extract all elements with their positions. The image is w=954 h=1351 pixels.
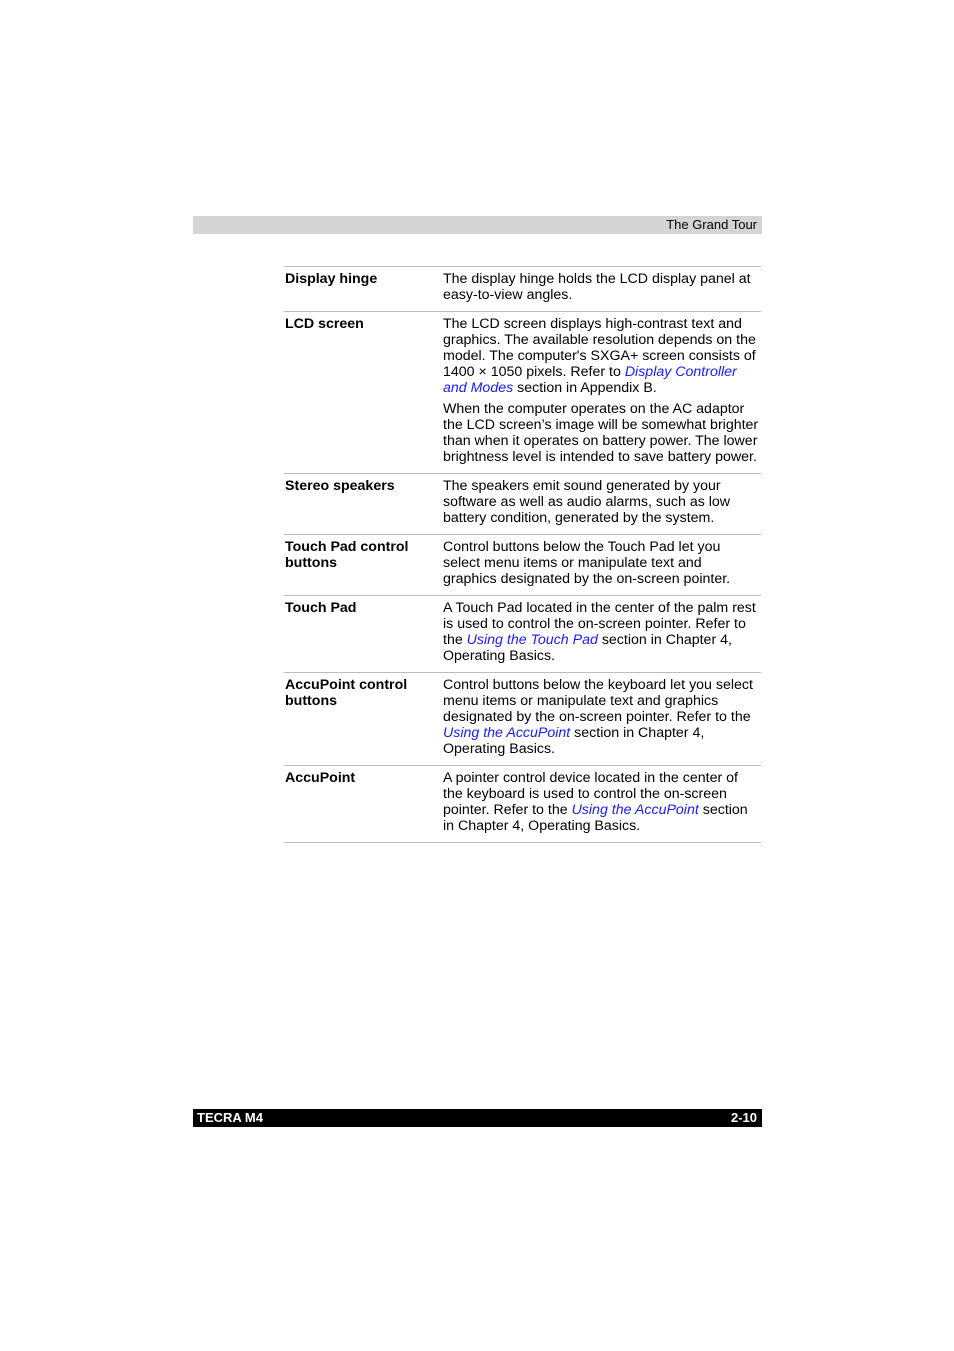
term-display-hinge: Display hinge bbox=[285, 271, 378, 287]
description: The speakers emit sound generated by your software as well as audio alarms, such as low battery condition, generated by the system. bbox=[443, 478, 731, 526]
term-touch-pad: Touch Pad bbox=[285, 600, 357, 616]
description: The display hinge holds the LCD display panel at easy-to-view angles. bbox=[443, 271, 751, 303]
chapter-title: The Grand Tour bbox=[666, 217, 757, 232]
table-row bbox=[284, 535, 761, 596]
description: The LCD screen displays high-contrast text and graphics. The available resolution depends on the model. The computer's SXGA+ screen consists of 1400 × 1050 pixels. Refer to Display Controller and Modes section in Appendix B. When the computer operates on the AC adaptor the LCD screen’s image will be somewhat brighter than when it operates on battery power. The lower brightness level is intended to save battery power. bbox=[443, 316, 759, 465]
term-lcd-screen: LCD screen bbox=[285, 316, 364, 332]
table-row bbox=[284, 766, 761, 843]
term-stereo-speakers: Stereo speakers bbox=[285, 478, 395, 494]
link-using-accupoint[interactable]: Using the AccuPoint bbox=[443, 725, 571, 741]
product-name: TECRA M4 bbox=[197, 1110, 263, 1125]
term-touch-pad-control-buttons: Touch Pad control buttons bbox=[285, 539, 409, 571]
table-row bbox=[284, 267, 761, 312]
table-row bbox=[284, 596, 761, 673]
page-number: 2-10 bbox=[730, 1110, 757, 1125]
link-using-accupoint[interactable]: Using the AccuPoint bbox=[571, 802, 699, 818]
table-row bbox=[284, 673, 761, 766]
description: Control buttons below the keyboard let you select menu items or manipulate text and graphics designated by the on-screen pointer. Refer to the Using the AccuPoint section in Chapter 4, Operating Basics. bbox=[443, 677, 753, 757]
table-row bbox=[284, 312, 761, 474]
description: A Touch Pad located in the center of the palm rest is used to control the on-screen pointer. Refer to the Using the Touch Pad section in Chapter 4, Operating Basics. bbox=[443, 600, 756, 664]
running-header bbox=[193, 216, 762, 234]
term-accupoint: AccuPoint bbox=[285, 770, 356, 786]
link-display-controller-modes[interactable]: Display Controller and Modes bbox=[443, 364, 737, 396]
term-accupoint-control-buttons: AccuPoint control buttons bbox=[285, 677, 408, 709]
table-row bbox=[284, 474, 761, 535]
link-using-touch-pad[interactable]: Using the Touch Pad bbox=[466, 632, 598, 648]
description: A pointer control device located in the center of the keyboard is used to control the on-screen pointer. Refer to the Using the AccuPoint section in Chapter 4, Operating Basics. bbox=[443, 770, 748, 834]
description: Control buttons below the Touch Pad let you select menu items or manipulate text and graphics designated by the on-screen pointer. bbox=[443, 539, 731, 587]
component-table bbox=[284, 266, 761, 843]
running-footer bbox=[193, 1109, 762, 1127]
